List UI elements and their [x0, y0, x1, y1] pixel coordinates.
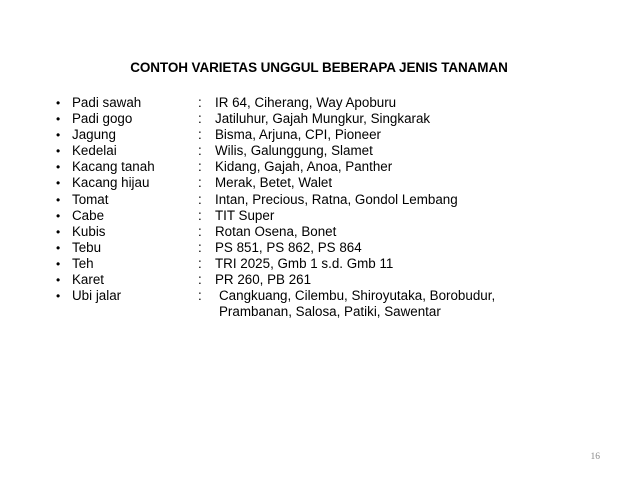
plant-name: Kedelai: [72, 143, 117, 159]
bullet-icon: •: [56, 224, 61, 239]
list-item: [56, 256, 495, 272]
plant-name: Padi sawah: [72, 95, 142, 110]
plant-name: Tebu: [72, 239, 102, 255]
variety-line: Wilis, Galunggung, Slamet: [215, 143, 373, 159]
list-item: [56, 95, 495, 111]
variety-line: Cangkuang, Cilembu, Shiroyutaka, Borobudur,: [219, 288, 496, 304]
list-item: [56, 127, 495, 143]
variety-line: PR 260, PB 261: [215, 272, 312, 288]
variety-names: [215, 111, 430, 127]
separator-colon: :: [198, 223, 202, 239]
bullet-icon: •: [56, 273, 61, 288]
plant-name: Jagung: [72, 127, 116, 143]
variety-names: [215, 175, 332, 191]
separator-colon: :: [198, 127, 202, 143]
variety-line: PS 851, PS 862, PS 864: [215, 239, 362, 255]
list-item: [56, 224, 495, 240]
variety-names: [215, 256, 393, 272]
bullet-icon: •: [56, 240, 61, 255]
variety-line: Bisma, Arjuna, CPI, Pioneer: [215, 127, 381, 143]
list-item: [56, 159, 495, 175]
list-item: [56, 175, 495, 191]
list-item: [56, 288, 495, 320]
variety-names: [215, 95, 396, 111]
variety-names: [215, 192, 458, 208]
variety-line: Intan, Precious, Ratna, Gondol Lembang: [215, 191, 458, 207]
separator-colon: :: [198, 95, 202, 110]
separator-colon: :: [198, 111, 202, 127]
separator-colon: :: [198, 207, 202, 223]
variety-list: [56, 95, 495, 320]
list-item: [56, 192, 495, 208]
variety-names: [215, 143, 373, 159]
variety-names: [215, 272, 311, 288]
plant-name: Kacang tanah: [72, 159, 155, 175]
variety-line: Merak, Betet, Walet: [215, 175, 333, 191]
separator-colon: :: [198, 159, 202, 175]
variety-line: Prambanan, Salosa, Patiki, Sawentar: [219, 304, 441, 320]
separator-colon: :: [198, 175, 202, 191]
separator-colon: :: [198, 255, 202, 271]
plant-name: Padi gogo: [72, 111, 133, 127]
page-number: 16: [590, 452, 600, 462]
bullet-icon: •: [56, 256, 61, 271]
plant-name: Tomat: [72, 191, 109, 207]
bullet-icon: •: [56, 96, 61, 110]
variety-names: [215, 288, 495, 320]
variety-line: Jatiluhur, Gajah Mungkur, Singkarak: [215, 111, 431, 127]
plant-name: Karet: [72, 272, 105, 288]
bullet-icon: •: [56, 144, 61, 159]
variety-line: TRI 2025, Gmb 1 s.d. Gmb 11: [215, 255, 394, 271]
variety-line: Rotan Osena, Bonet: [215, 223, 337, 239]
variety-names: [215, 240, 362, 256]
bullet-icon: •: [56, 176, 61, 191]
bullet-icon: •: [56, 208, 61, 223]
list-item: [56, 272, 495, 288]
bullet-icon: •: [56, 160, 61, 175]
plant-name: Teh: [72, 255, 94, 271]
plant-name: Kacang hijau: [72, 175, 150, 191]
variety-line: IR 64, Ciherang, Way Apoburu: [215, 95, 397, 110]
plant-name: Kubis: [72, 223, 106, 239]
list-item: [56, 240, 495, 256]
variety-line: Kidang, Gajah, Anoa, Panther: [215, 159, 393, 175]
plant-name: Ubi jalar: [72, 288, 122, 304]
list-item: [56, 111, 495, 127]
bullet-icon: •: [56, 289, 61, 304]
list-item: [56, 208, 495, 224]
separator-colon: :: [198, 239, 202, 255]
slide-title: CONTOH VARIETAS UNGGUL BEBERAPA JENIS TANAMAN: [130, 60, 508, 75]
separator-colon: :: [198, 288, 202, 304]
variety-names: [215, 224, 336, 240]
separator-colon: :: [198, 191, 202, 207]
separator-colon: :: [198, 143, 202, 159]
bullet-icon: •: [56, 128, 61, 143]
variety-names: [215, 127, 381, 143]
variety-line: TIT Super: [215, 207, 275, 223]
variety-names: [215, 208, 274, 224]
list-item: [56, 143, 495, 159]
variety-names: [215, 159, 392, 175]
bullet-icon: •: [56, 112, 61, 127]
separator-colon: :: [198, 272, 202, 288]
plant-name: Cabe: [72, 207, 105, 223]
bullet-icon: •: [56, 192, 61, 207]
